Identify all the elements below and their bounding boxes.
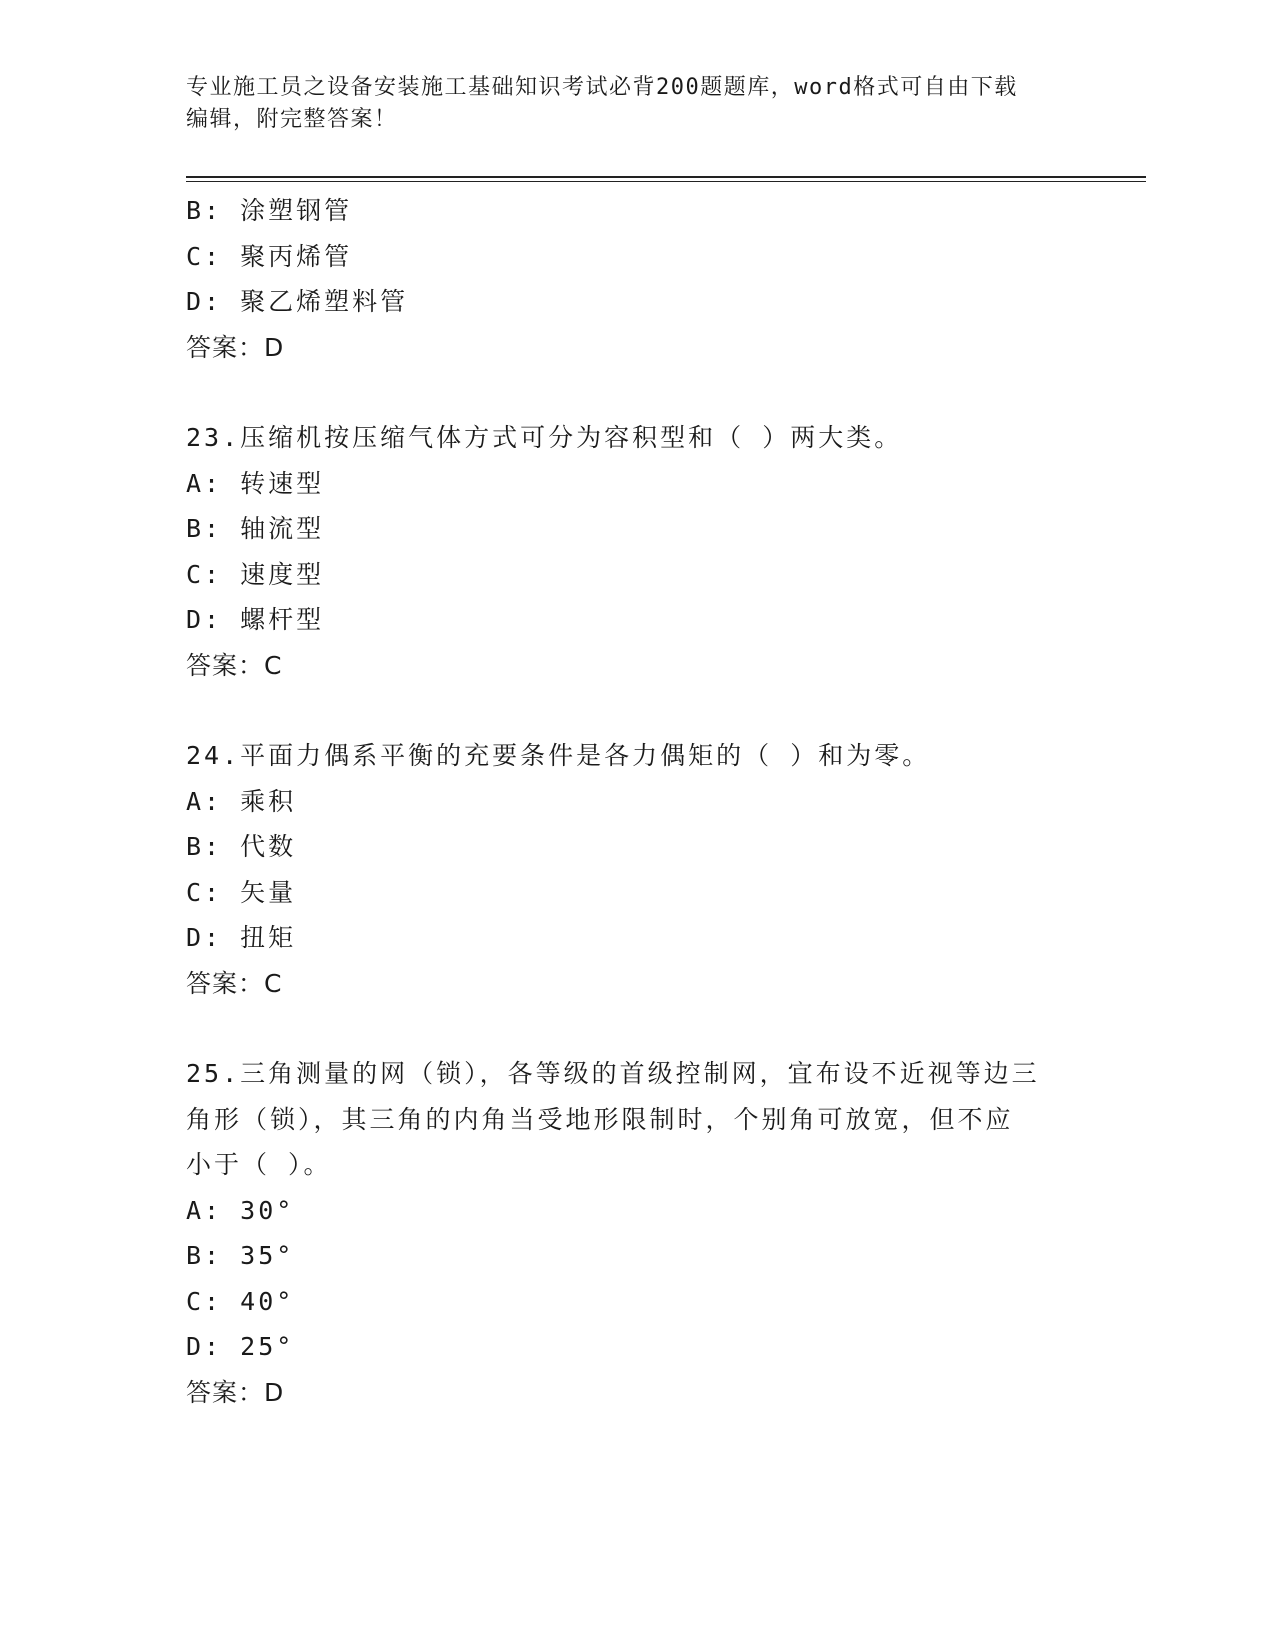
header-divider-thick: [186, 176, 1146, 178]
spacer: [186, 1006, 1086, 1051]
answer-line: 答案：C: [186, 968, 283, 998]
option-c: C: 聚丙烯管: [186, 241, 353, 271]
option-c: C: 40°: [186, 1286, 295, 1316]
question-22: [186, 188, 1086, 370]
option-a: A: 乘积: [186, 786, 297, 816]
answer-line: 答案：D: [186, 332, 285, 362]
question-24: [186, 733, 1086, 1006]
question-list: [186, 188, 1086, 1415]
question-stem-line-3: 小于（ ）。: [186, 1150, 332, 1179]
answer-line: 答案：C: [186, 650, 283, 680]
question-23: [186, 415, 1086, 688]
document-header: [186, 72, 1086, 136]
option-b: B: 代数: [186, 832, 297, 861]
header-divider-thin: [186, 181, 1146, 182]
header-title-line-2: 编辑，附完整答案！: [186, 107, 398, 132]
option-d: D: 扭矩: [186, 923, 297, 952]
option-b: B: 轴流型: [186, 514, 325, 543]
question-stem: 24.平面力偶系平衡的充要条件是各力偶矩的（ ）和为零。: [186, 741, 931, 770]
answer-line: 答案：D: [186, 1377, 285, 1407]
option-a: A: 30°: [186, 1195, 295, 1225]
option-a: A: 转速型: [186, 468, 325, 498]
header-title-line-1: 专业施工员之设备安装施工基础知识考试必背200题题库，word格式可自由下载: [186, 75, 1018, 100]
question-stem: 23.压缩机按压缩气体方式可分为容积型和（ ）两大类。: [186, 423, 903, 452]
option-d: D: 25°: [186, 1332, 295, 1361]
question-stem-line-1: 25.三角测量的网（锁），各等级的首级控制网，宜布设不近视等边三: [186, 1059, 1040, 1088]
spacer: [186, 370, 1086, 415]
option-d: D: 聚乙烯塑料管: [186, 287, 409, 316]
spacer: [186, 688, 1086, 733]
option-c: C: 矢量: [186, 877, 297, 907]
option-b: B: 涂塑钢管: [186, 196, 353, 225]
option-c: C: 速度型: [186, 559, 325, 589]
question-25: [186, 1051, 1086, 1415]
option-b: B: 35°: [186, 1241, 295, 1270]
question-stem-line-2: 角形（锁），其三角的内角当受地形限制时，个别角可放宽，但不应: [186, 1104, 1014, 1134]
option-d: D: 螺杆型: [186, 605, 325, 634]
